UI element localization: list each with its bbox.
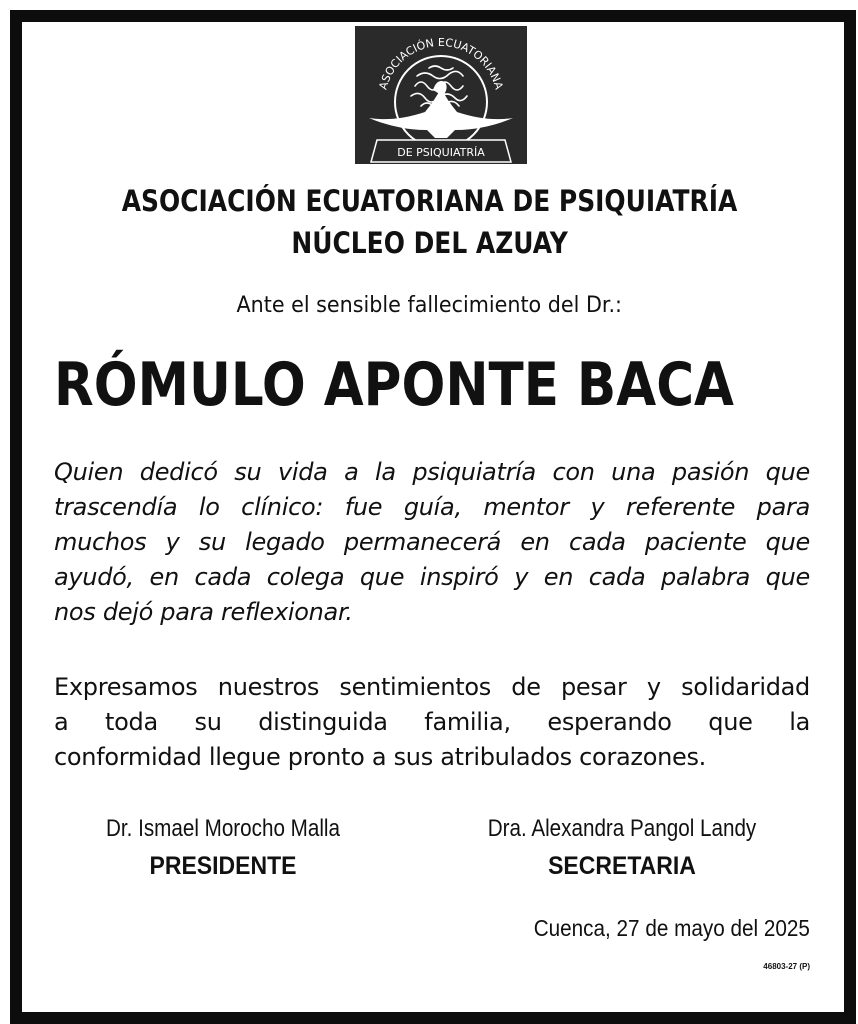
signatory-role: SECRETARIA xyxy=(548,852,696,880)
organization-name: ASOCIACIÓN ECUATORIANA DE PSIQUIATRÍA xyxy=(121,184,738,218)
intro-text: Ante el sensible fallecimiento del Dr.: xyxy=(236,293,623,318)
signatory-role: PRESIDENTE xyxy=(149,852,297,880)
publication-reference-code: 46803-27 (P) xyxy=(763,962,810,971)
condolence-line: a toda su distinguida familia, esperando que la xyxy=(54,708,810,736)
tribute-line: trascendía lo clínico: fue guía, mentor y referente para xyxy=(54,493,810,521)
condolence-line: conformidad llegue pronto a sus atribulados corazones. xyxy=(54,743,707,771)
signatory-name: Dra. Alexandra Pangol Landy xyxy=(487,815,757,842)
logo-banner-text: DE PSIQUIATRÍA xyxy=(397,146,485,159)
organization-chapter: NÚCLEO DEL AZUAY xyxy=(291,226,568,260)
logo-ring-text: ASOCIACIÓN ECUATORIANA xyxy=(376,35,506,92)
tribute-line: ayudó, en cada colega que inspiró y en cada palabra que xyxy=(54,563,810,591)
tribute-line: muchos y su legado permanecerá en cada paciente que xyxy=(54,528,810,556)
condolence-line: Expresamos nuestros sentimientos de pesar y solidaridad xyxy=(54,673,810,701)
signatory-name: Dr. Ismael Morocho Malla xyxy=(105,815,341,842)
condolence-paragraph xyxy=(54,670,810,775)
tribute-line: nos dejó para reflexionar. xyxy=(54,598,353,626)
deceased-name: RÓMULO APONTE BACA xyxy=(54,350,735,420)
signatory-president xyxy=(30,812,416,886)
tribute-line: Quien dedicó su vida a la psiquiatría con una pasión que xyxy=(54,458,810,486)
tribute-paragraph xyxy=(54,455,810,630)
signatory-secretary xyxy=(434,812,810,886)
association-logo xyxy=(355,26,527,164)
place-and-date: Cuenca, 27 de mayo del 2025 xyxy=(533,915,810,941)
